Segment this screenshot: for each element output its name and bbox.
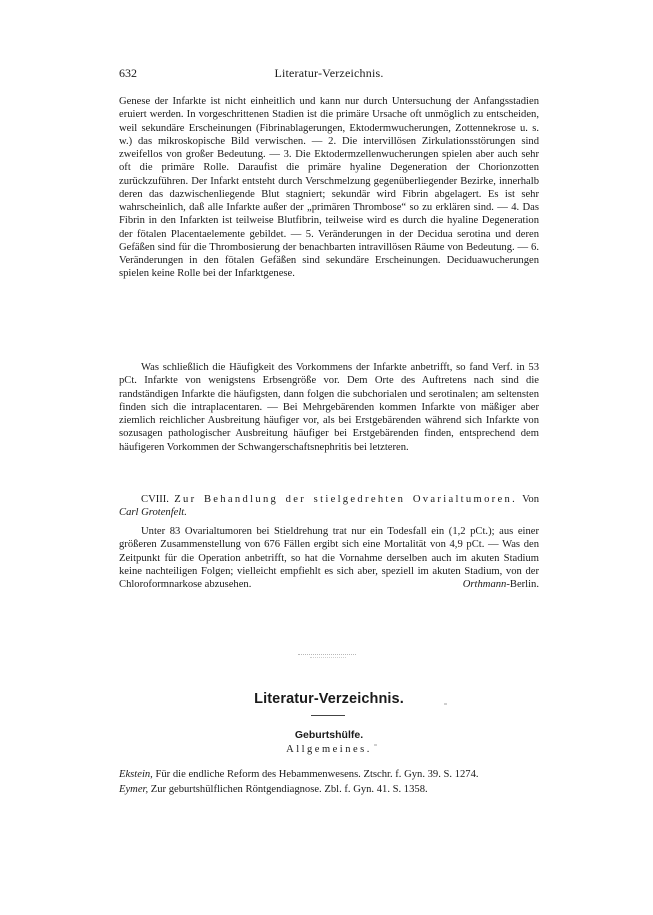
paragraph-infarct-frequency: [119, 361, 539, 454]
reference-author: Ekstein,: [119, 769, 153, 780]
article-title: Zur Behandlung der stielgedrehten Ovarialtumoren.: [174, 494, 518, 505]
reference-text: Für die endliche Reform des Hebammenwesens. Ztschr. f. Gyn. 39. S. 1274.: [152, 769, 479, 780]
print-speck: [444, 703, 447, 705]
separator-dotted: [310, 657, 346, 658]
article-heading: [119, 493, 539, 520]
title-rule: [311, 715, 345, 716]
section-title: Literatur-Verzeichnis.: [254, 691, 404, 707]
paragraph-text: Genese der Infarkte ist nicht einheitlich und kann nur durch Untersuchung der Anfangsstadien eruiert werden. In vorgeschrittenen Stadien ist die primäre Ursache oft unmöglich zu entscheiden, weil sekundäre Erscheinungen (Fibrinablagerungen, Ektodermwucherungen, Zottennekrose u. s. w.) das mikroskopische Bild verwischen. — 2. Die intervillösen Zirkulationsstörungen sind zweifellos von großer Bedeutung. — 3. Die Ektodermzellenwucherungen spielen aber auch sehr oft die primäre Rolle. Daraufist die primäre hyaline Degeneration der Chorionzotten zurückzuführen. Der Infarkt entsteht durch Verschmelzung gegenüberliegender Bezirke, innerhalb deren das dazwischenliegende Blut stagniert; sekundär wird Fibrin abgelagert. Es ist sehr wahrscheinlich, daß alle Infarkte außer der „primären Thrombose“ so zu erklären sind. — 4. Das Fibrin in den Infarkten ist teilweise Blutfibrin, teilweise wird es durch die hyaline Degeneration der fötalen Placentaelemente gebildet. — 5. Veränderungen in der Decidua serotina und deren Gefäßen sind für die Thrombosierung der benachbarten intravillösen Räume von Bedeutung. — 6. Veränderungen in den fötalen Gefäßen sind sekundäre Erscheinungen. Deciduawucherungen spielen keine Rolle bei der Infarktgenese.: [119, 96, 539, 280]
article-number: CVIII.: [141, 494, 169, 505]
reference-item: [119, 768, 539, 781]
article-by: Von: [522, 494, 539, 505]
reference-list: [119, 768, 539, 799]
signature-place: -Berlin.: [506, 579, 539, 590]
page-number: 632: [119, 66, 137, 80]
paragraph-text: Unter 83 Ovarialtumoren bei Stieldrehung trat nur ein Todesfall ein (1,2 pCt.); aus einer größeren Zusammenstellung von 676 Fällen ergibt sich eine Mortalität von 4,9 pCt. — Was den Zeitpunkt für die Operation anbetrifft, so hat die Vornahme derselben auch im akuten Stadium keine nachteiligen Folgen; vielleicht empfiehlt es sich aber, speziell im akuten Stadium, von der Chloroformnarkose abzusehen.: [119, 526, 539, 590]
print-speck: [374, 744, 377, 746]
subsubheading: Allgemeines.: [286, 744, 372, 755]
signature-name: Orthmann: [462, 579, 507, 590]
article-author: Carl Grotenfelt.: [119, 507, 187, 519]
paragraph-infarct-genesis: [119, 95, 539, 281]
signature: [441, 578, 539, 591]
separator-dotted: [298, 654, 356, 655]
paragraph-text: Was schließlich die Häufigkeit des Vorkommens der Infarkte anbetrifft, so fand Verf. in 53 pCt. Infarkte von wenigstens Erbsengröße vor. Dem Orte des Auftretens nach sind die randständigen Infarkte die häufigsten, dann folgen die subchorialen und serotinalen; am seltensten finden sich die intraplacentaren. — Bei Mehrgebärenden kommen Infarkte von mäßiger aber ziemlich reichlicher Ausbreitung häufiger vor, als bei Erstgebärenden während sich Infarkte von sozusagen pathologischer Ausbreitung häufiger bei Erstgebärenden finden, entsprechend dem häufigeren Vorkommen der Schwangerschaftsnephritis bei letzteren.: [119, 362, 539, 453]
running-header: [119, 66, 539, 82]
running-title: Literatur-Verzeichnis.: [274, 66, 384, 80]
paragraph-ovarial-tumors: [119, 525, 539, 591]
reference-text: Zur geburtshülflichen Röntgendiagnose. Zbl. f. Gyn. 41. S. 1358.: [148, 784, 428, 796]
reference-item: [119, 783, 539, 796]
subheading: Geburtshülfe.: [294, 729, 364, 741]
reference-author: Eymer,: [119, 784, 149, 796]
